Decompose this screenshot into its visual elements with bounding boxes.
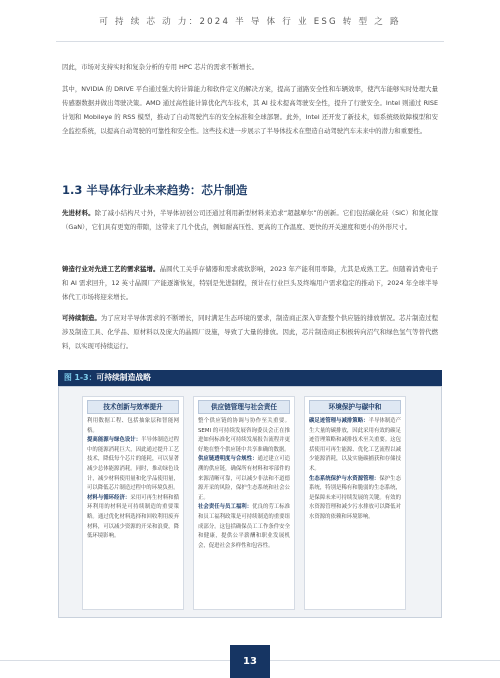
item-text: 通过建立可追溯的供应链，确保所有材料和零部件的来源清晰可靠，可以减少非法和不道德源开采的风险，保护生态系统和社会公正。	[198, 456, 290, 501]
item-text: 半导体制造产生大量的碳排放，因此采用有效的碳足迹管理策略和减排技术至关重要。这包括使用可再生能源、优化工艺流程以减少能源消耗，以及实施碳捕获和存储技术。	[309, 418, 401, 472]
item-text: 保护生态系统，特别是稀有和脆弱的生态系统，是保障未来可持续发展的关键。有效的水资源管理和减少污水排放可以降低对水资源的依赖和环境影响。	[309, 475, 401, 520]
strategy-column-tech	[82, 396, 184, 610]
strategy-column-environment	[304, 396, 406, 610]
item-lead: 提高能源与绿色设计：	[87, 437, 142, 444]
item-lead: 材料与循环经济：	[87, 494, 131, 501]
paragraph-intro-2: 其中，NVIDIA 的 DRIVE 平台通过强大的计算能力和软件定义的解决方案，提高了道路安全性和车辆效率，使汽车能够实时处理大量传感器数据并做出驾驶决策。AMD 通过高性能计算优化汽车技术，其 AI 技术提高驾驶安全性，提升了行驶安全。Intel 则通过 RISE 计划和 Mobileye 的 RSS 模型，推动了自动驾驶汽车的安全标准和全球部署。此外，Intel 还开发了新技术，如系统级故障模型和安全监控系统，以提高自动驾驶的可靠性和安全性。这些技术进一步展示了半导体技术在塑造自动驾驶汽车未来中的潜力和重要性。	[62, 85, 438, 135]
item-lead: 碳足迹管理与减排策略：	[309, 418, 369, 424]
column-body	[198, 417, 290, 551]
running-header: 可 持 续 芯 动 力：2024 半 导 体 行 业 ESG 转 型 之 路	[99, 17, 401, 27]
paragraph-body: 晶圆代工关乎存储器和需求疲软影响，2023 年产能利用率降，尤其是成熟工艺。但随着消费电子和 AI 需求回升，12 英寸晶圆厂产能逐渐恢复，特别是先进制程，预计在行业巨头及终端用户需求稳定的推动下，2024 年全球半导体代工市场将迎来增长。	[62, 265, 439, 301]
item-text: 优良的劳工标准和员工福利政策是可持续制造的重要组成部分。这包括确保员工工作条件安全和健康，提供公平薪酬和职业发展机会，促进社会多样性和包容性。	[198, 504, 290, 549]
column-body	[309, 417, 401, 523]
page-number: 13	[230, 645, 270, 678]
paragraph-sustainable-manufacturing	[62, 311, 438, 353]
paragraph-advanced-materials	[62, 206, 438, 234]
column-heading: 供应链管理与社会责任	[198, 400, 290, 414]
item-text: 采用可再生材料和循环利用的材料是可持续制造的重要策略。通过优化材料选择和回收利用废弃材料，可以减少资源的开采和浪费，降低环境影响。	[87, 494, 179, 540]
paragraph-intro-1: 因此，市场对支持实时和复杂分析的专用 HPC 芯片的需求不断增长。	[62, 63, 259, 71]
column-intro: 利用数据工程、包括抽象层和智能网格。	[87, 418, 179, 434]
column-body	[87, 417, 179, 542]
column-heading: 环境保护与碳中和	[309, 400, 401, 414]
figure-number: 图 1-3：	[64, 373, 97, 382]
figure-caption	[58, 370, 442, 386]
paragraph-lead: 铸造行业对先进工艺的需求猛增。	[62, 265, 160, 273]
paragraph-lead: 可持续制造。	[62, 314, 101, 322]
item-text: 半导体制造过程中的能源消耗巨大，因此通过提升工艺技术，降低每个芯片的能耗，可以显著减少总体能源消耗。同时，推动绿色设计，减少材料使用量和化学品使用量，可以降低芯片制造过程中的环境负担。	[87, 437, 179, 492]
item-lead: 社会责任与员工福利：	[198, 504, 253, 511]
paragraph-body: 除了减小结构尺寸外，半导体初创公司还通过利用新型材料来追求“超越摩尔”的创新。它们包括碳化硅（SiC）和氮化镓（GaN），它们具有更宽的带隙，这带来了几个优点，例如耐高压性、更高的工作温度、更快的开关速度和更小的外形尺寸。	[62, 209, 438, 231]
item-lead: 生态系统保护与水资源管理：	[309, 475, 380, 482]
item-lead: 供应链透明度与合规性：	[198, 456, 258, 463]
column-intro: 整个供应链的协调与协作至关重要。SEMI 的可持续发展咨询委员会正在推进如何标准化可持续发展报告流程并更好地在整个供应链中共享准确的数据。	[198, 418, 290, 453]
paragraph-body: 为了应对半导体需求的不断增长，同时满足生态环境的要求，制造商正深入审查整个供应链的排放情况。芯片制造过程涉及制造工具、化学品、原材料以及庞大的晶圆厂设施，导致了大量的排放。因此，芯片制造商正积极转向沼气和绿色氢气等替代燃料，以实现可持续运行。	[62, 314, 438, 350]
section-title: 1.3 半导体行业未来趋势：芯片制造	[62, 183, 248, 197]
strategy-column-supply-chain	[193, 396, 295, 610]
column-heading: 技术创新与效率提升	[87, 400, 179, 414]
figure-title: 可持续制造战略	[96, 373, 151, 382]
header-divider	[56, 41, 444, 42]
paragraph-foundry-demand	[62, 262, 438, 304]
paragraph-lead: 先进材料。	[62, 209, 95, 217]
